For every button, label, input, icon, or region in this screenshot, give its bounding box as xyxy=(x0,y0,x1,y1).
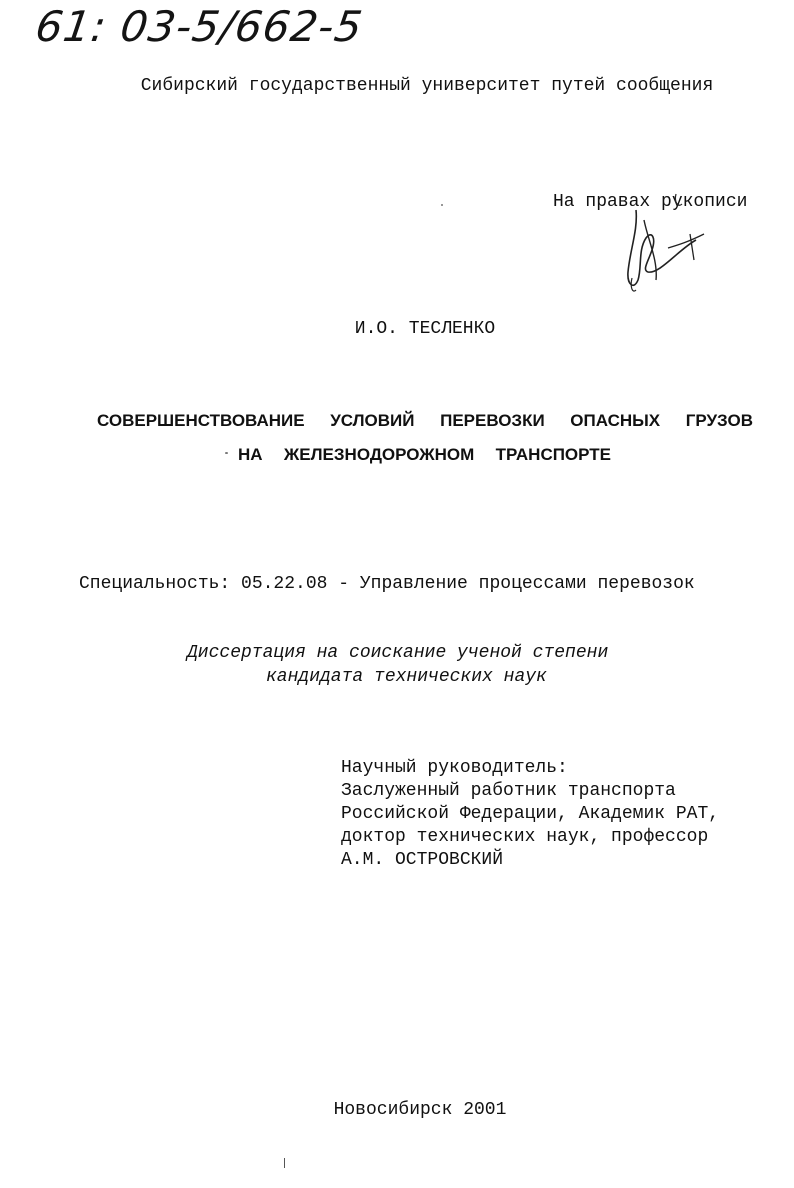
city-year: Новосибирск 2001 xyxy=(333,1100,507,1120)
author-name: И.О. ТЕСЛЕНКО xyxy=(354,319,496,339)
advisor-line: Заслуженный работник транспорта xyxy=(341,781,676,801)
degree-line-1: Диссертация на соискание ученой степени xyxy=(187,643,609,663)
title-word: ЖЕЛЕЗНОДОРОЖНОМ xyxy=(283,445,475,464)
advisor-heading: Научный руководитель: xyxy=(341,758,568,778)
scan-speck xyxy=(225,452,228,454)
scan-speck xyxy=(441,204,443,206)
title-word: ОПАСНЫХ xyxy=(570,411,661,430)
title-word: СОВЕРШЕНСТВОВАНИЕ xyxy=(97,411,305,430)
title-word: УСЛОВИЙ xyxy=(330,411,415,430)
advisor-line: доктор технических наук, профессор xyxy=(341,827,709,847)
title-line-2 xyxy=(238,444,611,466)
title-word: ГРУЗОВ xyxy=(685,411,753,430)
degree-line-2: кандидата технических наук xyxy=(266,667,547,687)
handwritten-archive-number: 61: 03-5/662-5 xyxy=(32,2,366,51)
advisor-name: А.М. ОСТРОВСКИЙ xyxy=(341,850,504,870)
title-word: ТРАНСПОРТЕ xyxy=(495,445,611,464)
author-signature xyxy=(608,190,718,300)
title-line-1 xyxy=(97,410,753,432)
advisor-line: Российской Федерации, Академик РАТ, xyxy=(341,804,720,824)
title-word: ПЕРЕВОЗКИ xyxy=(440,411,545,430)
university-name: Сибирский государственный университет путей сообщения xyxy=(140,76,714,96)
scan-mark xyxy=(284,1158,285,1168)
title-word: НА xyxy=(238,445,263,464)
manuscript-rights-note: На правах рукописи xyxy=(553,192,748,212)
specialty-line: Специальность: 05.22.08 - Управление процессами перевозок xyxy=(79,574,695,594)
